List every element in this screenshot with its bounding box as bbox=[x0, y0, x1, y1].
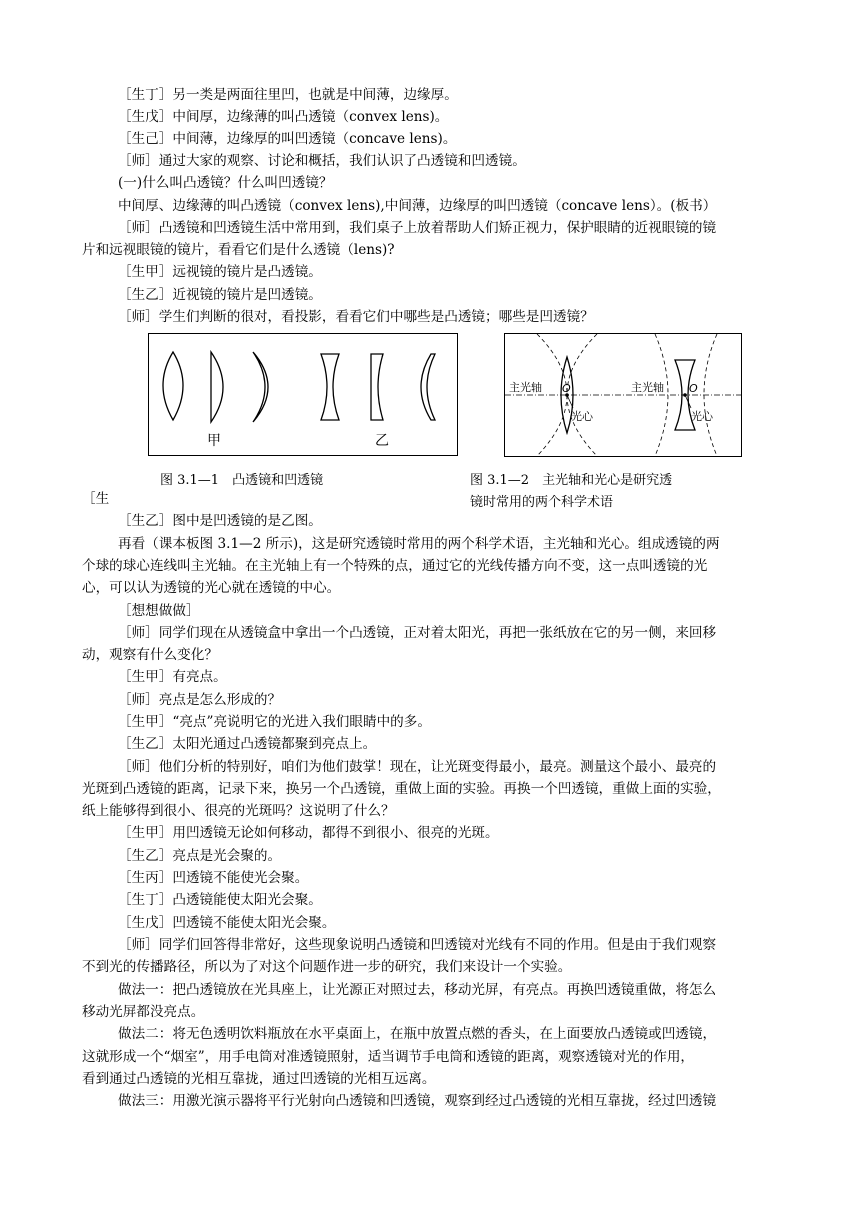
paragraph: ［生丁］凸透镜能使太阳光会聚。 bbox=[118, 892, 322, 908]
meniscus-convex-lens-icon bbox=[253, 352, 268, 422]
figure-caption: 图 3.1—2 主光轴和光心是研究透 bbox=[470, 473, 673, 488]
paragraph: ［师］他们分析的特别好，咱们为他们鼓掌！现在，让光斑变得最小，最亮。测量这个最小、最亮的 bbox=[118, 759, 717, 775]
paragraph: ［想想做做］ bbox=[118, 603, 200, 619]
plano-concave-lens-icon bbox=[371, 354, 383, 420]
paragraph: ［生乙］近视镜的镜片是凹透镜。 bbox=[118, 287, 322, 303]
paragraph: ［生乙］太阳光通过凸透镜都聚到亮点上。 bbox=[118, 736, 377, 752]
axis-label-left: 主光轴 bbox=[509, 381, 542, 394]
paragraph: ［师］亮点是怎么形成的？ bbox=[118, 692, 282, 708]
paragraph: 做法二：将无色透明饮料瓶放在水平桌面上，在瓶中放置点燃的香头，在上面要放凸透镜或凹透镜， bbox=[118, 1026, 717, 1042]
paragraph: ［生丁］另一类是两面往里凹，也就是中间薄，边缘厚。 bbox=[118, 87, 458, 103]
paragraph: ［生丙］凹透镜不能使光会聚。 bbox=[118, 870, 309, 886]
paragraph: ［师］凸透镜和凹透镜生活中常用到，我们桌子上放着帮助人们矫正视力，保护眼睛的近视眼镜的镜 bbox=[118, 220, 717, 236]
paragraph: ［生甲］用凹透镜无论如何移动，都得不到很小、很亮的光斑。 bbox=[118, 825, 499, 841]
meniscus-concave-lens-icon bbox=[421, 354, 435, 420]
paragraph: ［师］同学们回答得非常好，这些现象说明凸透镜和凹透镜对光线有不同的作用。但是由于我们观察 bbox=[118, 937, 717, 953]
paragraph: 做法三：用激光演示器将平行光射向凸透镜和凹透镜，观察到经过凸透镜的光相互靠拢，经过凹透镜 bbox=[118, 1093, 717, 1109]
paragraph: ［生己］中间薄，边缘厚的叫凹透镜（concave lens)。 bbox=[118, 131, 457, 147]
paragraph: 纸上能够得到很小、很亮的光斑吗？这说明了什么？ bbox=[82, 803, 395, 819]
paragraph: 中间厚、边缘薄的叫凸透镜（convex lens),中间薄，边缘厚的叫凹透镜（concave lens）。(板书） bbox=[118, 198, 717, 214]
stray-text: ［生 bbox=[82, 491, 110, 507]
section-heading: (一)什么叫凸透镜？什么叫凹透镜？ bbox=[118, 175, 333, 191]
label-yi: 乙 bbox=[375, 433, 389, 449]
paragraph: ［师］同学们现在从透镜盒中拿出一个凸透镜，正对着太阳光，再把一张纸放在它的另一侧，来回移 bbox=[118, 625, 717, 641]
paragraph: 动，观察有什么变化？ bbox=[82, 647, 218, 663]
optical-center-label-right: 光心 bbox=[691, 410, 713, 423]
paragraph: ［生甲］有亮点。 bbox=[118, 669, 227, 685]
lens-diagram bbox=[149, 334, 456, 454]
label-jia: 甲 bbox=[207, 433, 221, 449]
optical-center-o-left: O bbox=[562, 382, 571, 395]
paragraph: 移动光屏都没亮点。 bbox=[82, 1004, 205, 1020]
paragraph: 心，可以认为透镜的光心就在透镜的中心。 bbox=[82, 580, 341, 596]
paragraph: ［生甲］远视镜的镜片是凸透镜。 bbox=[118, 264, 322, 280]
paragraph: ［生乙］图中是凹透镜的是乙图。 bbox=[118, 513, 322, 529]
figure-lenses bbox=[148, 333, 458, 456]
biconcave-lens-icon bbox=[321, 354, 339, 420]
paragraph: 片和远视眼镜的镜片，看看它们是什么透镜（lens)? bbox=[82, 242, 395, 258]
paragraph: 个球的球心连线叫主光轴。在主光轴上有一个特殊的点，通过它的光线传播方向不变，这一点叫透镜的光 bbox=[82, 558, 708, 574]
paragraph: 再看（课本板图 3.1—2 所示)，这是研究透镜时常用的两个科学术语，主光轴和光心。组成透镜的两 bbox=[118, 536, 720, 552]
paragraph: ［生乙］亮点是光会聚的。 bbox=[118, 848, 282, 864]
figure-caption: 图 3.1—1 凸透镜和凹透镜 bbox=[160, 473, 324, 488]
optical-center-o-right: O bbox=[689, 382, 698, 395]
optical-center-label-left: 光心 bbox=[571, 410, 593, 423]
paragraph: 这就形成一个“烟室”，用手电筒对准透镜照射，适当调节手电筒和透镜的距离，观察透镜对光的作用， bbox=[82, 1049, 695, 1065]
biconvex-lens-icon bbox=[163, 352, 183, 420]
paragraph: ［师］通过大家的观察、讨论和概括，我们认识了凸透镜和凹透镜。 bbox=[118, 153, 526, 169]
paragraph: ［生戊］凹透镜不能使太阳光会聚。 bbox=[118, 915, 336, 931]
paragraph: 看到通过凸透镜的光相互靠拢，通过凹透镜的光相互远离。 bbox=[82, 1071, 436, 1087]
paragraph: 不到光的传播路径，所以为了对这个问题作进一步的研究，我们来设计一个实验。 bbox=[82, 959, 572, 975]
axis-label-right: 主光轴 bbox=[631, 381, 664, 394]
paragraph: ［生戊］中间厚，边缘薄的叫凸透镜（convex lens)。 bbox=[118, 109, 449, 125]
figure-caption: 镜时常用的两个科学术语 bbox=[470, 495, 614, 510]
principal-axis-diagram bbox=[505, 334, 741, 456]
paragraph: ［师］学生们判断的很对，看投影，看看它们中哪些是凸透镜；哪些是凹透镜？ bbox=[118, 309, 594, 325]
plano-convex-lens-icon bbox=[211, 352, 223, 422]
figure-principal-axis bbox=[504, 333, 742, 457]
paragraph: 光斑到凸透镜的距离，记录下来，换另一个凸透镜，重做上面的实验。再换一个凹透镜，重做上面的实验， bbox=[82, 781, 721, 797]
paragraph: 做法一：把凸透镜放在光具座上，让光源正对照过去，移动光屏，有亮点。再换凹透镜重做，将怎么 bbox=[118, 982, 717, 998]
paragraph: ［生甲］“亮点”亮说明它的光进入我们眼睛中的多。 bbox=[118, 714, 431, 730]
